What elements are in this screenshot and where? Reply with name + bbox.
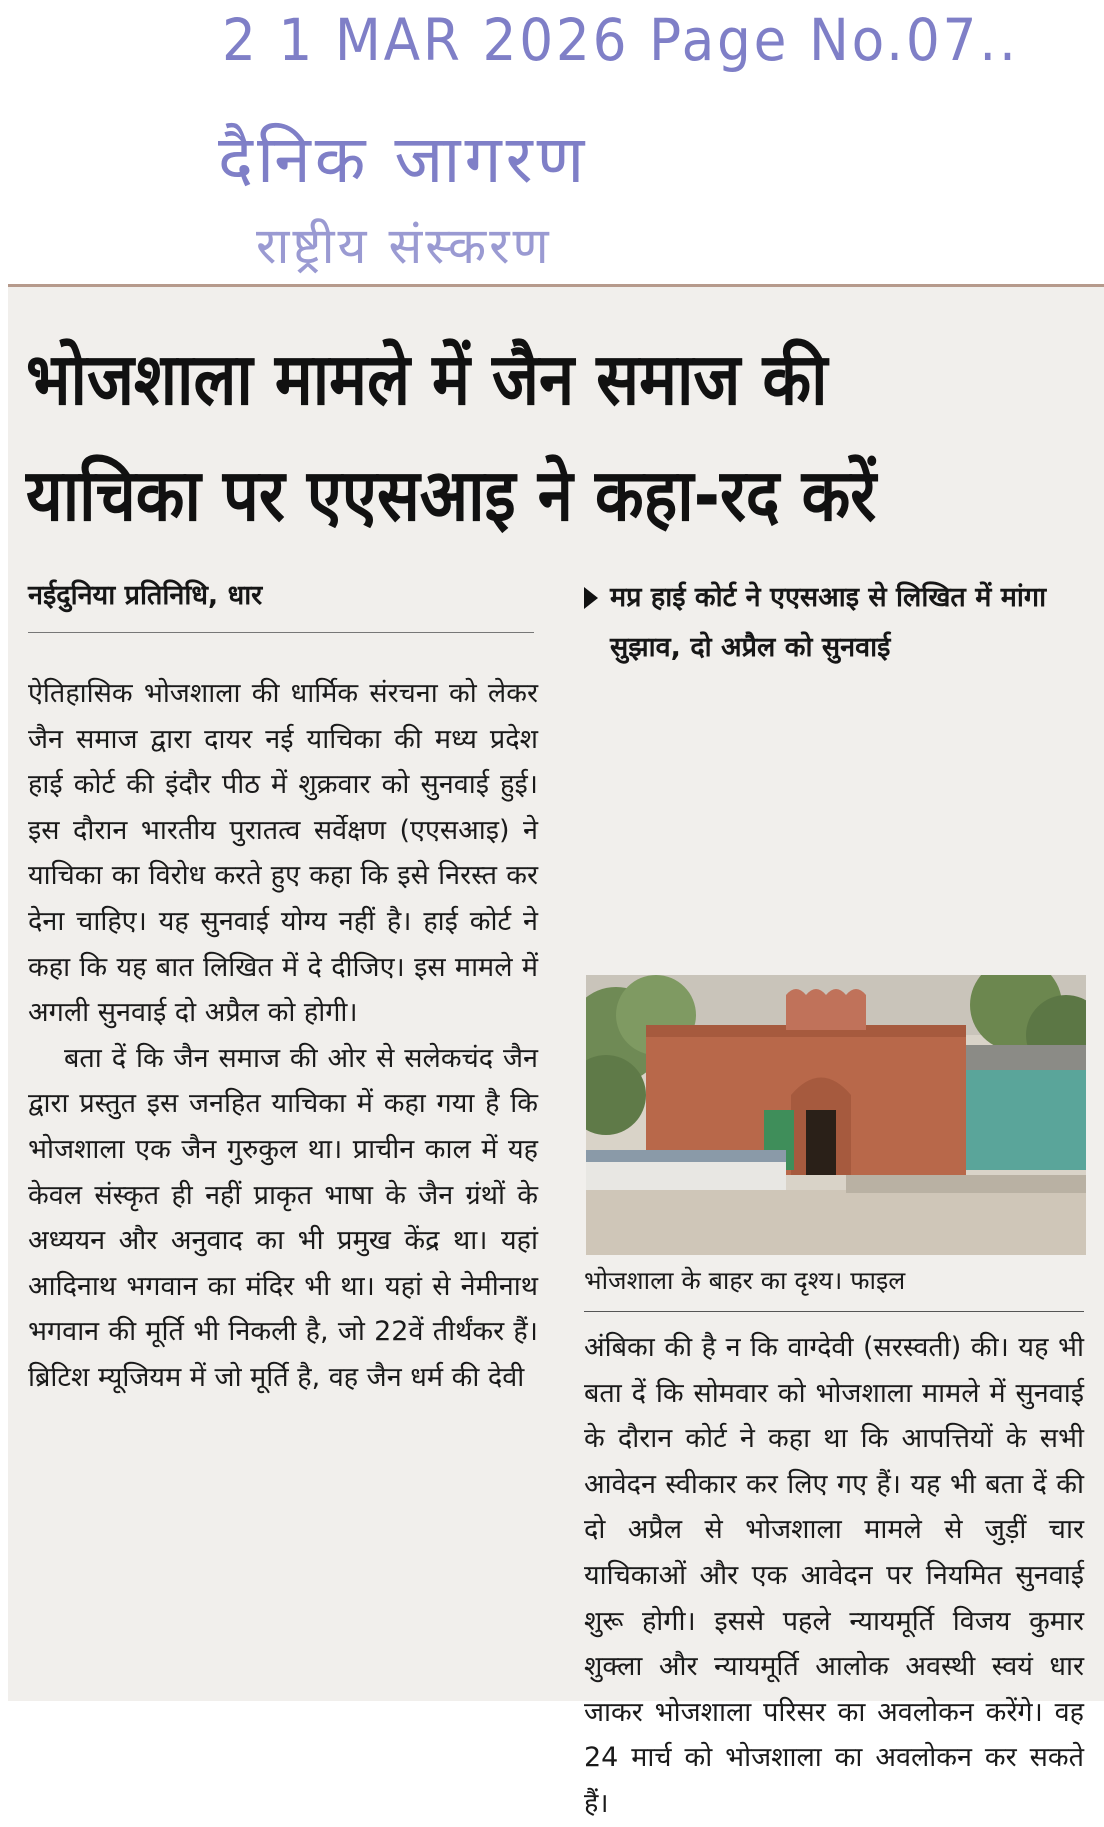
paragraph-2: बता दें कि जैन समाज की ओर से सलेकचंद जैन द्वारा प्रस्तुत इस जनहित याचिका में कहा गया है कि भोजशाला एक जैन गुरुकुल था। प्राचीन काल में यह केवल संस्कृत ही नहीं प्राकृत भाषा के जैन ग्रंथों के अध्ययन और अनुवाद का भी प्रमुख केंद्र था। यहां आदिनाथ भगवान का मंदिर भी था। यहां से नेमीनाथ भगवान की मूर्ति भी निकली है, जो 22वें तीर्थंकर हैं। ब्रिटिश म्यूजियम में जो मूर्ति है, वह जैन धर्म की देवी <box>28 1042 538 1393</box>
subheadline-text: मप्र हाई कोर्ट ने एएसआइ से लिखित में मांगा सुझाव, दो अप्रैल को सुनवाई <box>610 582 1047 663</box>
date-stamp <box>0 0 1104 280</box>
arrow-bullet-icon <box>584 587 598 609</box>
bhojshala-photo <box>586 975 1086 1255</box>
article-right-column <box>584 573 1088 1819</box>
paragraph-3: अंबिका की है न कि वाग्देवी (सरस्वती) की। यह भी बता दें कि सोमवार को भोजशाला मामले में सुनवाई के दौरान कोर्ट ने कहा था कि आपत्तियों के सभी आवेदन स्वीकार कर लिए गए हैं। यह भी बता दें की दो अप्रैल से भोजशाला मामले से जुड़ीं चार याचिकाओं और एक आवेदन पर नियमित सुनवाई शुरू होगी। इससे पहले न्यायमूर्ति विजय कुमार शुक्ला और न्यायमूर्ति आलोक अवस्थी स्वयं धार जाकर भोजशाला परिसर का अवलोकन करेंगे। वह 24 मार्च को भोजशाला का अवलोकन कर सकते हैं। <box>584 1332 1084 1819</box>
subheadline <box>584 573 1088 673</box>
stamp-edition: राष्ट्रीय संस्करण <box>256 217 552 275</box>
stamp-paper-name: दैनिक जागरण <box>218 121 589 198</box>
headline-line-1: भोजशाला मामले में जैन समाज की <box>26 337 828 421</box>
article-body-left-column <box>28 671 538 1401</box>
headline <box>26 321 959 553</box>
stamp-date-page: 2 1 MAR 2026 Page No.07.. <box>222 6 1019 74</box>
byline: नईदुनिया प्रतिनिधि, धार <box>28 575 534 633</box>
photo-caption: भोजशाला के बाहर का दृश्य। फाइल <box>584 1263 1084 1312</box>
headline-line-2: याचिका पर एएसआइ ने कहा-रद करें <box>26 453 877 537</box>
building-photo-illustration <box>586 975 1086 1255</box>
newspaper-clipping <box>8 284 1104 1819</box>
paragraph-1: ऐतिहासिक भोजशाला की धार्मिक संरचना को लेकर जैन समाज द्वारा दायर नई याचिका की मध्य प्रदेश हाई कोर्ट की इंदौर पीठ में शुक्रवार को सुनवाई हुई। इस दौरान भारतीय पुरातत्व सर्वेक्षण (एएसआइ) ने याचिका का विरोध करते हुए कहा कि इसे निरस्त कर देना चाहिए। यह सुनवाई योग्य नहीं है। हाई कोर्ट ने कहा कि यह बात लिखित में दे दीजिए। इस मामले में अगली सुनवाई दो अप्रैल को होगी। <box>28 678 538 1029</box>
article-body-right-column <box>584 1325 1084 1827</box>
